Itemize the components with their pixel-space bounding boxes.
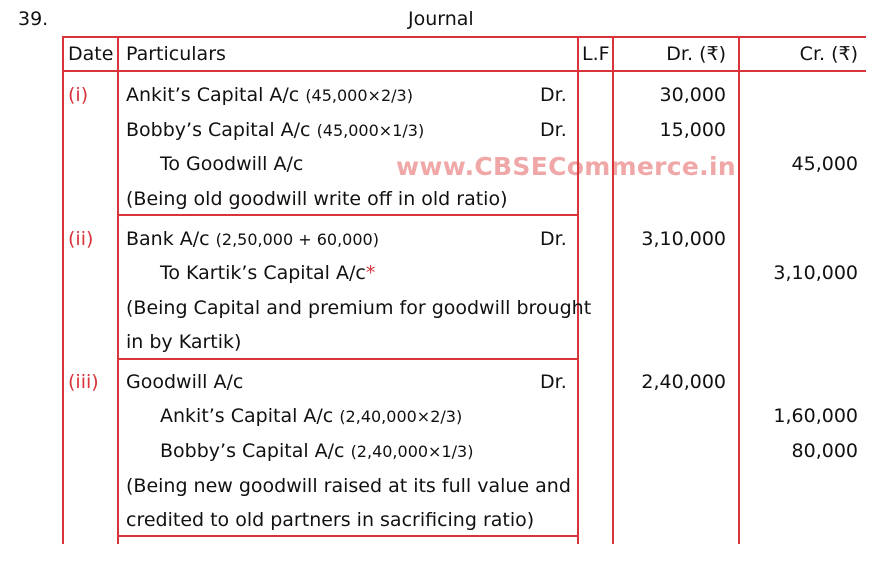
entry-separator: [117, 214, 579, 216]
debit-amount: 15,000: [659, 119, 726, 141]
watermark: www.CBSECommerce.in: [396, 152, 736, 181]
header-dr: Dr. (₹): [666, 43, 726, 65]
question-number: 39.: [18, 8, 49, 30]
calculation: (2,40,000×1/3): [350, 442, 474, 461]
narration: credited to old partners in sacrificing ratio): [126, 509, 535, 531]
narration: in by Kartik): [126, 331, 242, 353]
calculation: (2,40,000×2/3): [339, 407, 463, 426]
narration: (Being new goodwill raised at its full value and: [126, 475, 571, 497]
credit-amount: 80,000: [791, 440, 858, 462]
debit-amount: 2,40,000: [641, 371, 726, 393]
header-cr: Cr. (₹): [799, 43, 858, 65]
credit-amount: 1,60,000: [773, 405, 858, 427]
account-name: Ankit’s Capital A/c: [126, 84, 300, 106]
footnote-star: *: [365, 262, 376, 284]
entry-label: (iii): [68, 371, 99, 393]
header-particulars: Particulars: [126, 43, 226, 65]
narration: (Being Capital and premium for goodwill brought: [126, 297, 592, 319]
journal-line: [160, 439, 473, 464]
account-name: To Goodwill A/c: [160, 153, 304, 175]
credit-amount: 45,000: [791, 153, 858, 175]
narration: (Being old goodwill write off in old ratio): [126, 188, 508, 210]
debit-amount: 3,10,000: [641, 228, 726, 250]
dr-mark: Dr.: [540, 228, 567, 250]
col-rule-dr: [738, 36, 740, 544]
col-rule-date: [117, 36, 119, 544]
account-name: Bank A/c: [126, 228, 210, 250]
journal-line: [160, 261, 375, 285]
header-date: Date: [68, 43, 114, 65]
account-name: Ankit’s Capital A/c: [160, 405, 334, 427]
account-name: To Kartik’s Capital A/c: [160, 262, 366, 284]
calculation: (45,000×1/3): [316, 121, 425, 140]
table-top-rule: [62, 36, 866, 38]
journal-line: [126, 118, 424, 143]
calculation: (45,000×2/3): [305, 86, 413, 105]
entry-label: (ii): [68, 228, 94, 250]
col-rule-particulars: [577, 36, 579, 544]
debit-amount: 30,000: [659, 84, 726, 106]
journal-line: [126, 83, 413, 108]
calculation: (2,50,000 + 60,000): [215, 230, 379, 249]
col-rule-left: [62, 36, 64, 544]
account-name: Bobby’s Capital A/c: [126, 119, 311, 141]
dr-mark: Dr.: [540, 84, 567, 106]
header-lf: L.F: [582, 43, 610, 65]
table-header-rule: [62, 70, 866, 72]
credit-amount: 3,10,000: [773, 262, 858, 284]
journal-line: [126, 227, 379, 252]
dr-mark: Dr.: [540, 371, 567, 393]
col-rule-lf: [612, 36, 614, 544]
journal-title: Journal: [408, 8, 474, 30]
entry-separator: [117, 535, 579, 537]
journal-line: [160, 404, 462, 429]
entry-separator: [117, 358, 579, 360]
entry-label: (i): [68, 84, 89, 106]
account-name: Goodwill A/c: [126, 371, 244, 393]
dr-mark: Dr.: [540, 119, 567, 141]
account-name: Bobby’s Capital A/c: [160, 440, 345, 462]
